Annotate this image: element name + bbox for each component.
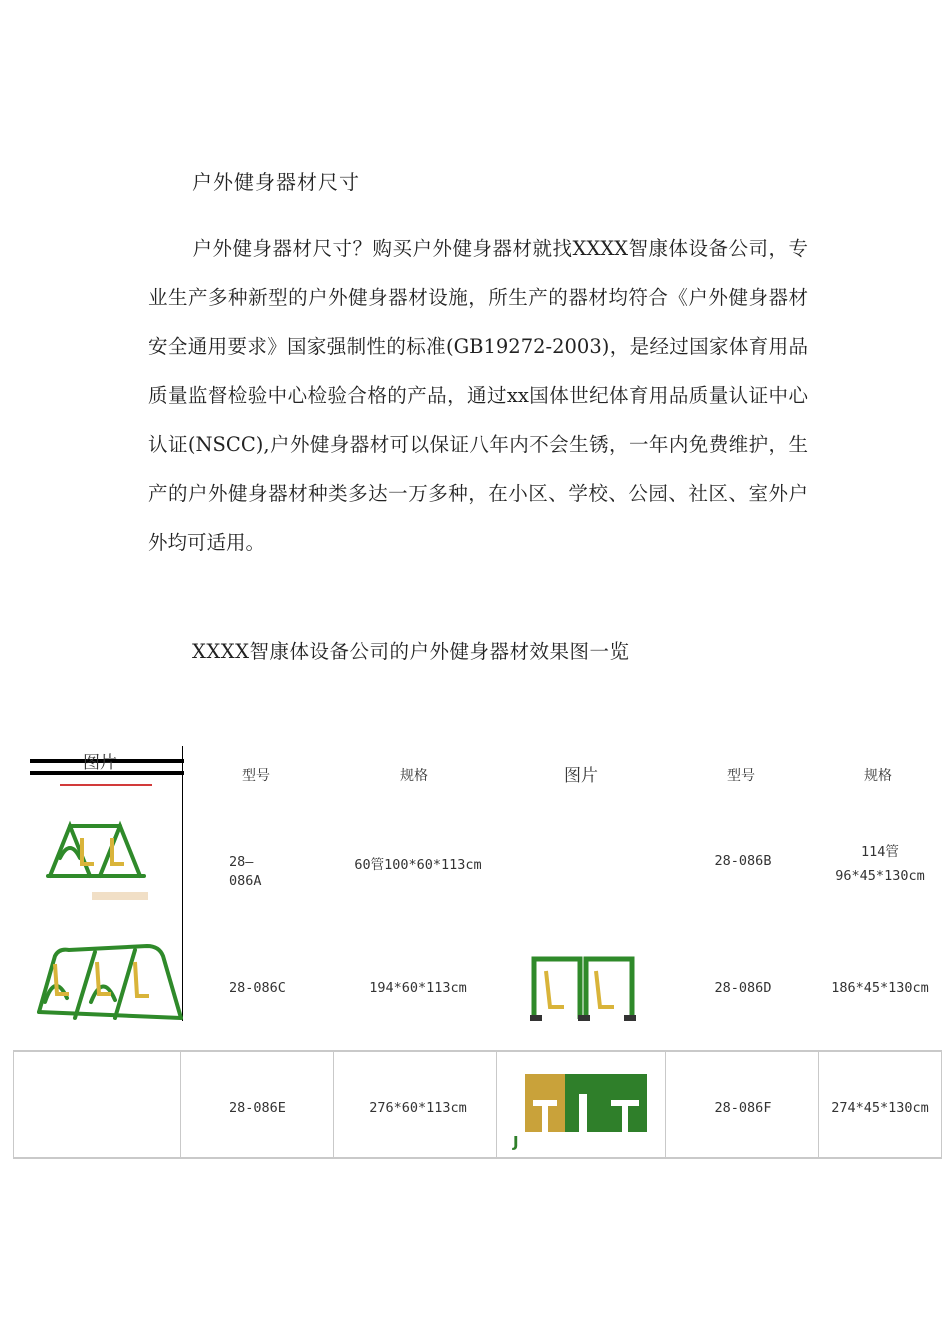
- header-spec-1: 规格: [400, 768, 428, 784]
- intro-paragraph: [148, 224, 808, 567]
- product-image-086f: [525, 1074, 647, 1132]
- row3-bottom-border: [13, 1157, 942, 1159]
- spec-086c: 194*60*113cm: [369, 980, 467, 996]
- product-image-086d: [528, 953, 640, 1023]
- header-picture-2: 图片: [564, 766, 598, 786]
- spec-086f: 274*45*130cm: [831, 1100, 929, 1116]
- page-title: 户外健身器材尺寸: [192, 170, 360, 194]
- row3-border-5: [818, 1050, 819, 1158]
- model-086e: 28-086E: [229, 1100, 286, 1116]
- row3-border-2: [333, 1050, 334, 1158]
- header-picture-1: 图片: [83, 753, 117, 773]
- row3-border-0: [13, 1050, 14, 1158]
- image-label-086f: J: [513, 1133, 519, 1151]
- header-model-2: 型号: [727, 768, 755, 784]
- gallery-heading: XXXX智康体设备公司的户外健身器材效果图一览: [192, 640, 630, 663]
- spec-086e: 276*60*113cm: [369, 1100, 467, 1116]
- row3-top-border: [13, 1050, 942, 1052]
- row3-border-1: [180, 1050, 181, 1158]
- header-model-1: 型号: [242, 768, 270, 784]
- row3-border-4: [665, 1050, 666, 1158]
- header-spec-2: 规格: [864, 768, 892, 784]
- product-image-086a: [40, 818, 160, 880]
- model-086d: 28-086D: [714, 980, 772, 996]
- model-086f: 28-086F: [714, 1100, 772, 1116]
- model-086a: 28— 086A: [229, 854, 262, 889]
- spec-086a: 60管100*60*113cm: [354, 857, 482, 873]
- red-underline: [60, 784, 152, 786]
- row3-border-6: [941, 1050, 942, 1158]
- intro-text: 户外健身器材尺寸？购买户外健身器材就找XXXX智康体设备公司，专业生产多种新型的户外健身器材设施，所生产的器材均符合《户外健身器材安全通用要求》国家强制性的标准(GB19272-2003)，是经过国家体育用品质量监督检验中心检验合格的产品，通过xx国体世纪体育用品质量认证中心认证(NSCC),户外健身器材可以保证八年内不会生锈，一年内免费维护，生产的户外健身器材种类多达一万多种，在小区、学校、公园、社区、室外户外均可适用。: [148, 237, 808, 554]
- spec-086d: 186*45*130cm: [831, 980, 929, 996]
- model-086b: 28-086B: [714, 853, 772, 869]
- spec-086b: 114管 96*45*130cm: [835, 844, 925, 884]
- product-image-086c: [35, 942, 185, 1026]
- model-086c: 28-086C: [229, 980, 286, 996]
